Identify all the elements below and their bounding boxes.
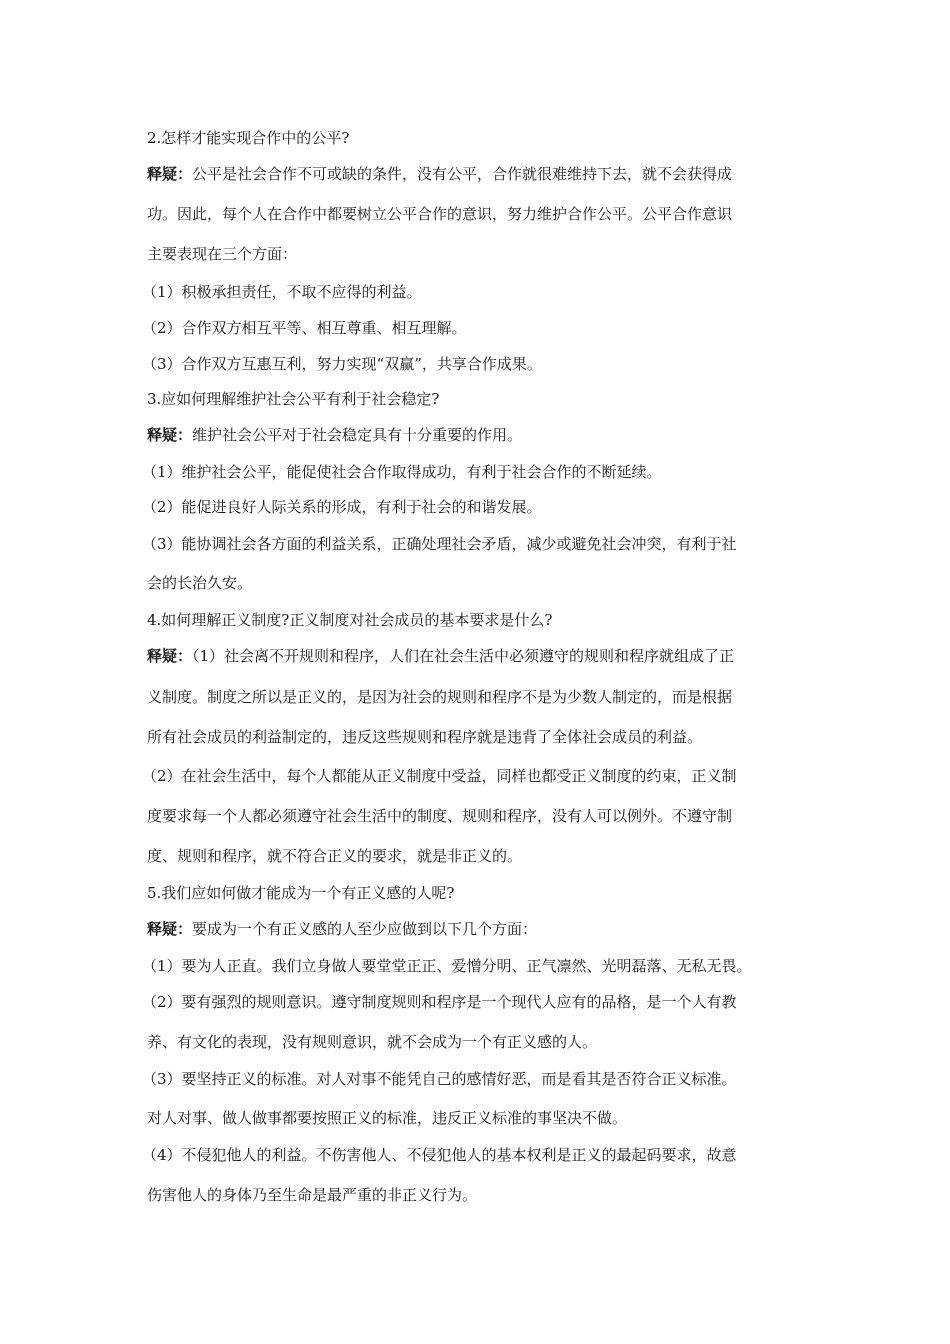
answer-5-item-4: （4）不侵犯他人的利益。不伤害他人、不侵犯他人的基本权利是正义的最起码要求，故意 [142, 1146, 737, 1164]
answer-3-line-1: 释疑：维护社会公平对于社会稳定具有十分重要的作用。 [147, 426, 523, 444]
question-3: 3.应如何理解维护社会公平有利于社会稳定? [147, 390, 440, 408]
answer-4-line-3: 所有社会成员的利益制定的，违反这些规则和程序就是违背了全体社会成员的利益。 [147, 728, 703, 746]
answer-5-line-1: 释疑：要成为一个有正义感的人至少应做到以下几个方面： [147, 920, 538, 938]
answer-4-line-2: 义制度。制度之所以是正义的，是因为社会的规则和程序不是为少数人制定的，而是根据 [147, 688, 733, 706]
question-4: 4.如何理解正义制度?正义制度对社会成员的基本要求是什么? [147, 611, 553, 629]
answer-5-item-3-cont: 对人对事、做人做事都要按照正义的标准，违反正义标准的事坚决不做。 [147, 1109, 628, 1127]
answer-2-item-3: （3）合作双方互惠互利，努力实现“双赢”，共享合作成果。 [142, 355, 542, 373]
answer-2-line-3: 主要表现在三个方面： [147, 245, 298, 263]
answer-label: 释疑： [147, 647, 193, 665]
answer-4-item-2-cont-2: 度、规则和程序，就不符合正义的要求，就是非正义的。 [147, 847, 523, 865]
answer-2-line-2: 功。因此，每个人在合作中都要树立公平合作的意识，努力维护合作公平。公平合作意识 [147, 205, 733, 223]
answer-4-item-2-cont-1: 度要求每一个人都必须遵守社会生活中的制度、规则和程序，没有人可以例外。不遵守制 [147, 807, 733, 825]
answer-2-item-2: （2）合作双方相互平等、相互尊重、相互理解。 [142, 319, 467, 337]
answer-3-item-3-cont: 会的长治久安。 [147, 574, 253, 592]
answer-4-line-1: 释疑：（1）社会离不开规则和程序，人们在社会生活中必须遵守的规则和程序就组成了正 [147, 647, 735, 665]
answer-5-item-2-cont: 养、有文化的表现，没有规则意识，就不会成为一个有正义感的人。 [147, 1033, 598, 1051]
answer-2-line-1: 释疑：公平是社会合作不可或缺的条件，没有公平，合作就很难维持下去，就不会获得成 [147, 165, 733, 183]
answer-label: 释疑： [147, 165, 193, 183]
answer-3-item-2: （2）能促进良好人际关系的形成，有利于社会的和谐发展。 [142, 498, 542, 516]
answer-3-item-1: （1）维护社会公平，能促使社会合作取得成功，有利于社会合作的不断延续。 [142, 463, 662, 481]
answer-5-item-4-cont: 伤害他人的身体乃至生命是最严重的非正义行为。 [147, 1186, 478, 1204]
answer-5-item-2: （2）要有强烈的规则意识。遵守制度规则和程序是一个现代人应有的品格，是一个人有教 [142, 993, 737, 1011]
answer-label: 释疑： [147, 426, 193, 444]
question-5: 5.我们应如何做才能成为一个有正义感的人呢? [147, 884, 455, 902]
question-2: 2.怎样才能实现合作中的公平? [147, 129, 350, 147]
answer-3-item-3: （3）能协调社会各方面的利益关系，正确处理社会矛盾，减少或避免社会冲突，有利于社 [142, 535, 737, 553]
answer-5-item-3: （3）要坚持正义的标准。对人对事不能凭自己的感情好恶，而是看其是否符合正义标准。 [142, 1070, 737, 1088]
answer-label: 释疑： [147, 920, 193, 938]
answer-5-item-1: （1）要为人正直。我们立身做人要堂堂正正、爱憎分明、正气凛然、光明磊落、无私无畏。 [142, 957, 752, 975]
answer-4-item-2: （2）在社会生活中，每个人都能从正义制度中受益，同样也都受正义制度的约束，正义制 [142, 767, 737, 785]
answer-2-item-1: （1）积极承担责任，不取不应得的利益。 [142, 283, 422, 301]
